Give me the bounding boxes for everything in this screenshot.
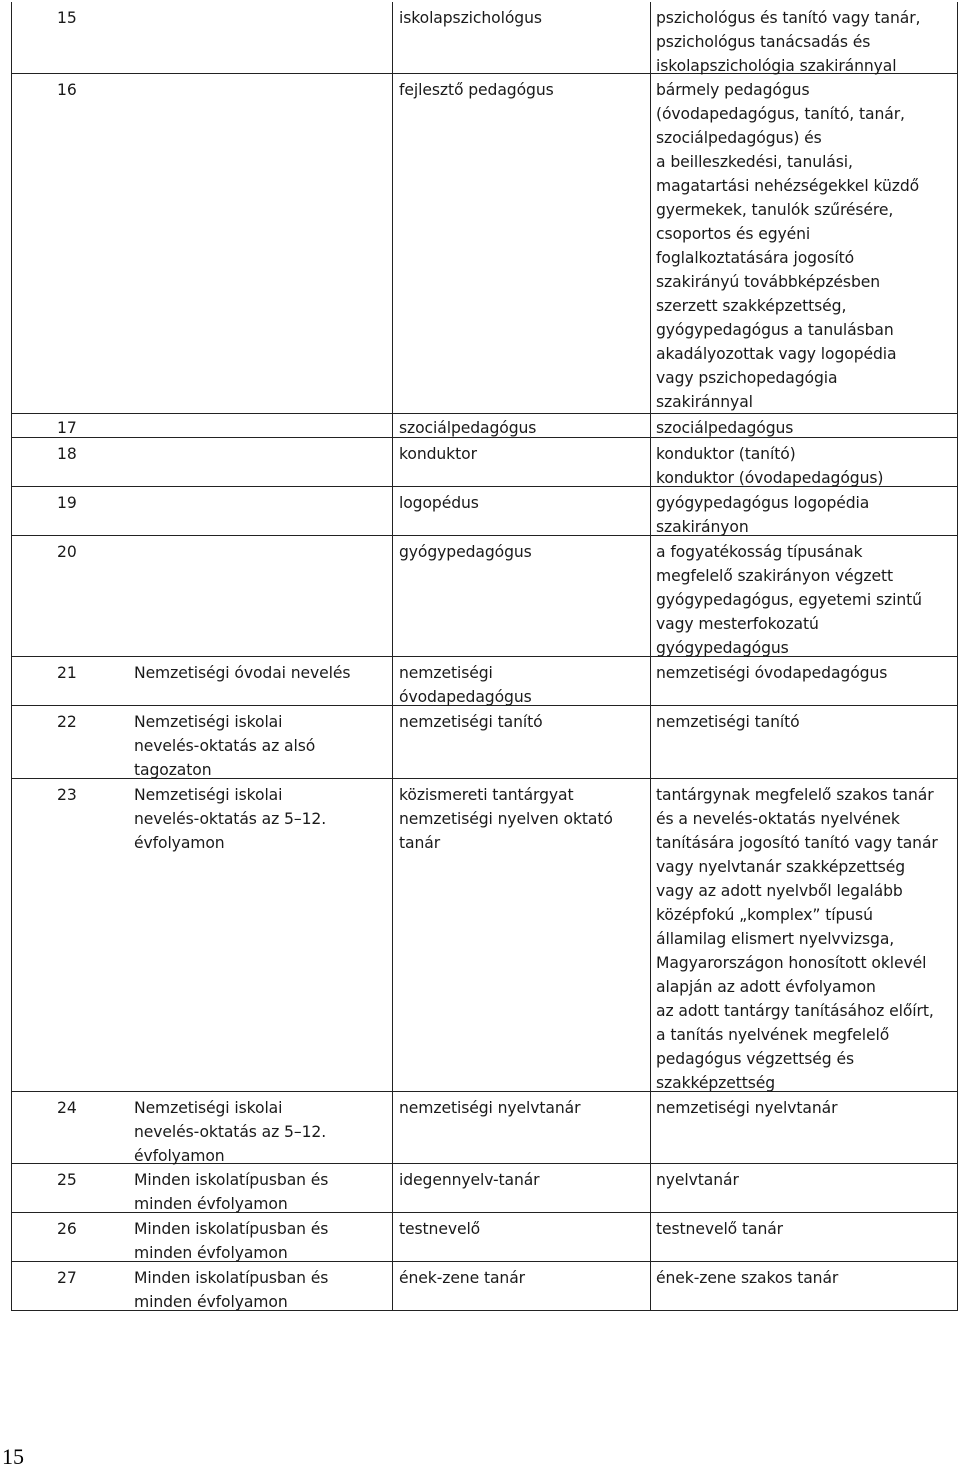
table-row	[12, 1262, 957, 1311]
table-row	[12, 74, 957, 414]
row-number: 21	[57, 664, 77, 682]
required-qualification: nemzetiségi óvodapedagógus	[650, 657, 957, 705]
table-row	[12, 779, 957, 1092]
required-qualification: ének-zene szakos tanár	[650, 1262, 957, 1311]
row-number: 18	[57, 445, 77, 463]
row-number: 15	[57, 9, 77, 27]
table-row	[12, 438, 957, 487]
table-row	[12, 487, 957, 536]
education-area	[130, 74, 392, 413]
education-area: Nemzetiségi iskolai nevelés-oktatás az alsó tagozaton	[134, 713, 316, 779]
required-qualification: szociálpedagógus	[650, 414, 957, 437]
required-qualification: nemzetiségi tanító	[650, 706, 957, 778]
row-number: 20	[57, 543, 77, 561]
education-area: Nemzetiségi óvodai nevelés	[134, 664, 351, 682]
required-qualification: tantárgynak megfelelő szakos tanár és a nevelés-oktatás nyelvének tanítására jogosító tanító vagy tanár vagy nyelvtanár szakképzettség vagy az adott nyelvből legalább középfokú „komplex” típusú államilag elismert nyelvvizsga, Magyarországon honosított oklevél alapján az adott évfolyamon az adott tantárgy tanításához előírt, a tanítás nyelvének megfelelő pedagógus végzettség és szakképzettség	[650, 779, 957, 1091]
required-qualification: konduktor (tanító) konduktor (óvodapedagógus)	[650, 438, 957, 486]
job-title: szociálpedagógus	[392, 414, 650, 437]
table-row	[12, 706, 957, 779]
education-area: Minden iskolatípusban és minden évfolyamon	[134, 1220, 329, 1262]
row-number: 23	[57, 786, 77, 804]
job-title: konduktor	[392, 438, 650, 486]
job-title: ének-zene tanár	[392, 1262, 650, 1311]
job-title: idegennyelv-tanár	[392, 1164, 650, 1212]
education-area: Minden iskolatípusban és minden évfolyamon	[134, 1269, 329, 1311]
required-qualification: a fogyatékosság típusának megfelelő szakirányon végzett gyógypedagógus, egyetemi szintű vagy mesterfokozatú gyógypedagógus	[650, 536, 957, 656]
table-row	[12, 414, 957, 438]
row-number: 27	[57, 1269, 77, 1287]
education-area	[130, 487, 392, 535]
job-title: iskolapszichológus	[392, 2, 650, 73]
job-title: fejlesztő pedagógus	[392, 74, 650, 413]
required-qualification: gyógypedagógus logopédia szakirányon	[650, 487, 957, 535]
table-row	[12, 1164, 957, 1213]
row-number: 26	[57, 1220, 77, 1238]
job-title: nemzetiségi óvodapedagógus	[392, 657, 650, 705]
table-row	[12, 657, 957, 706]
job-title: nemzetiségi tanító	[392, 706, 650, 778]
education-area	[130, 536, 392, 656]
education-area: Nemzetiségi iskolai nevelés-oktatás az 5–12. évfolyamon	[134, 1099, 327, 1165]
education-area	[130, 414, 392, 437]
job-title: testnevelő	[392, 1213, 650, 1261]
table-row	[12, 536, 957, 657]
education-area	[130, 2, 392, 73]
education-area: Minden iskolatípusban és minden évfolyamon	[134, 1171, 329, 1213]
row-number: 24	[57, 1099, 77, 1117]
required-qualification: testnevelő tanár	[650, 1213, 957, 1261]
row-number: 17	[57, 419, 77, 437]
row-number: 22	[57, 713, 77, 731]
required-qualification: pszichológus és tanító vagy tanár, pszichológus tanácsadás és iskolapszichológia szakiránnyal	[650, 2, 957, 73]
education-area	[130, 438, 392, 486]
required-qualification: bármely pedagógus (óvodapedagógus, tanító, tanár, szociálpedagógus) és a beilleszkedési, tanulási, magatartási nehézségekkel küzdő gyermekek, tanulók szűrésére, csoportos és egyéni foglalkoztatására jogosító szakirányú továbbképzésben szerzett szakképzettség, gyógypedagógus a tanulásban akadályozottak vagy logopédia vagy pszichopedagógia szakiránnyal	[650, 74, 957, 413]
education-area: Nemzetiségi iskolai nevelés-oktatás az 5–12. évfolyamon	[134, 786, 327, 852]
row-number: 16	[57, 81, 77, 99]
job-title: nemzetiségi nyelvtanár	[392, 1092, 650, 1163]
qualification-table	[11, 2, 958, 1311]
table-row	[12, 1092, 957, 1164]
required-qualification: nyelvtanár	[650, 1164, 957, 1212]
row-number: 25	[57, 1171, 77, 1189]
page-number: 15	[2, 1444, 24, 1469]
required-qualification: nemzetiségi nyelvtanár	[650, 1092, 957, 1163]
table-row	[12, 1213, 957, 1262]
job-title: logopédus	[392, 487, 650, 535]
row-number: 19	[57, 494, 77, 512]
job-title: közismereti tantárgyat nemzetiségi nyelven oktató tanár	[392, 779, 650, 1091]
table-row	[12, 2, 957, 74]
job-title: gyógypedagógus	[392, 536, 650, 656]
